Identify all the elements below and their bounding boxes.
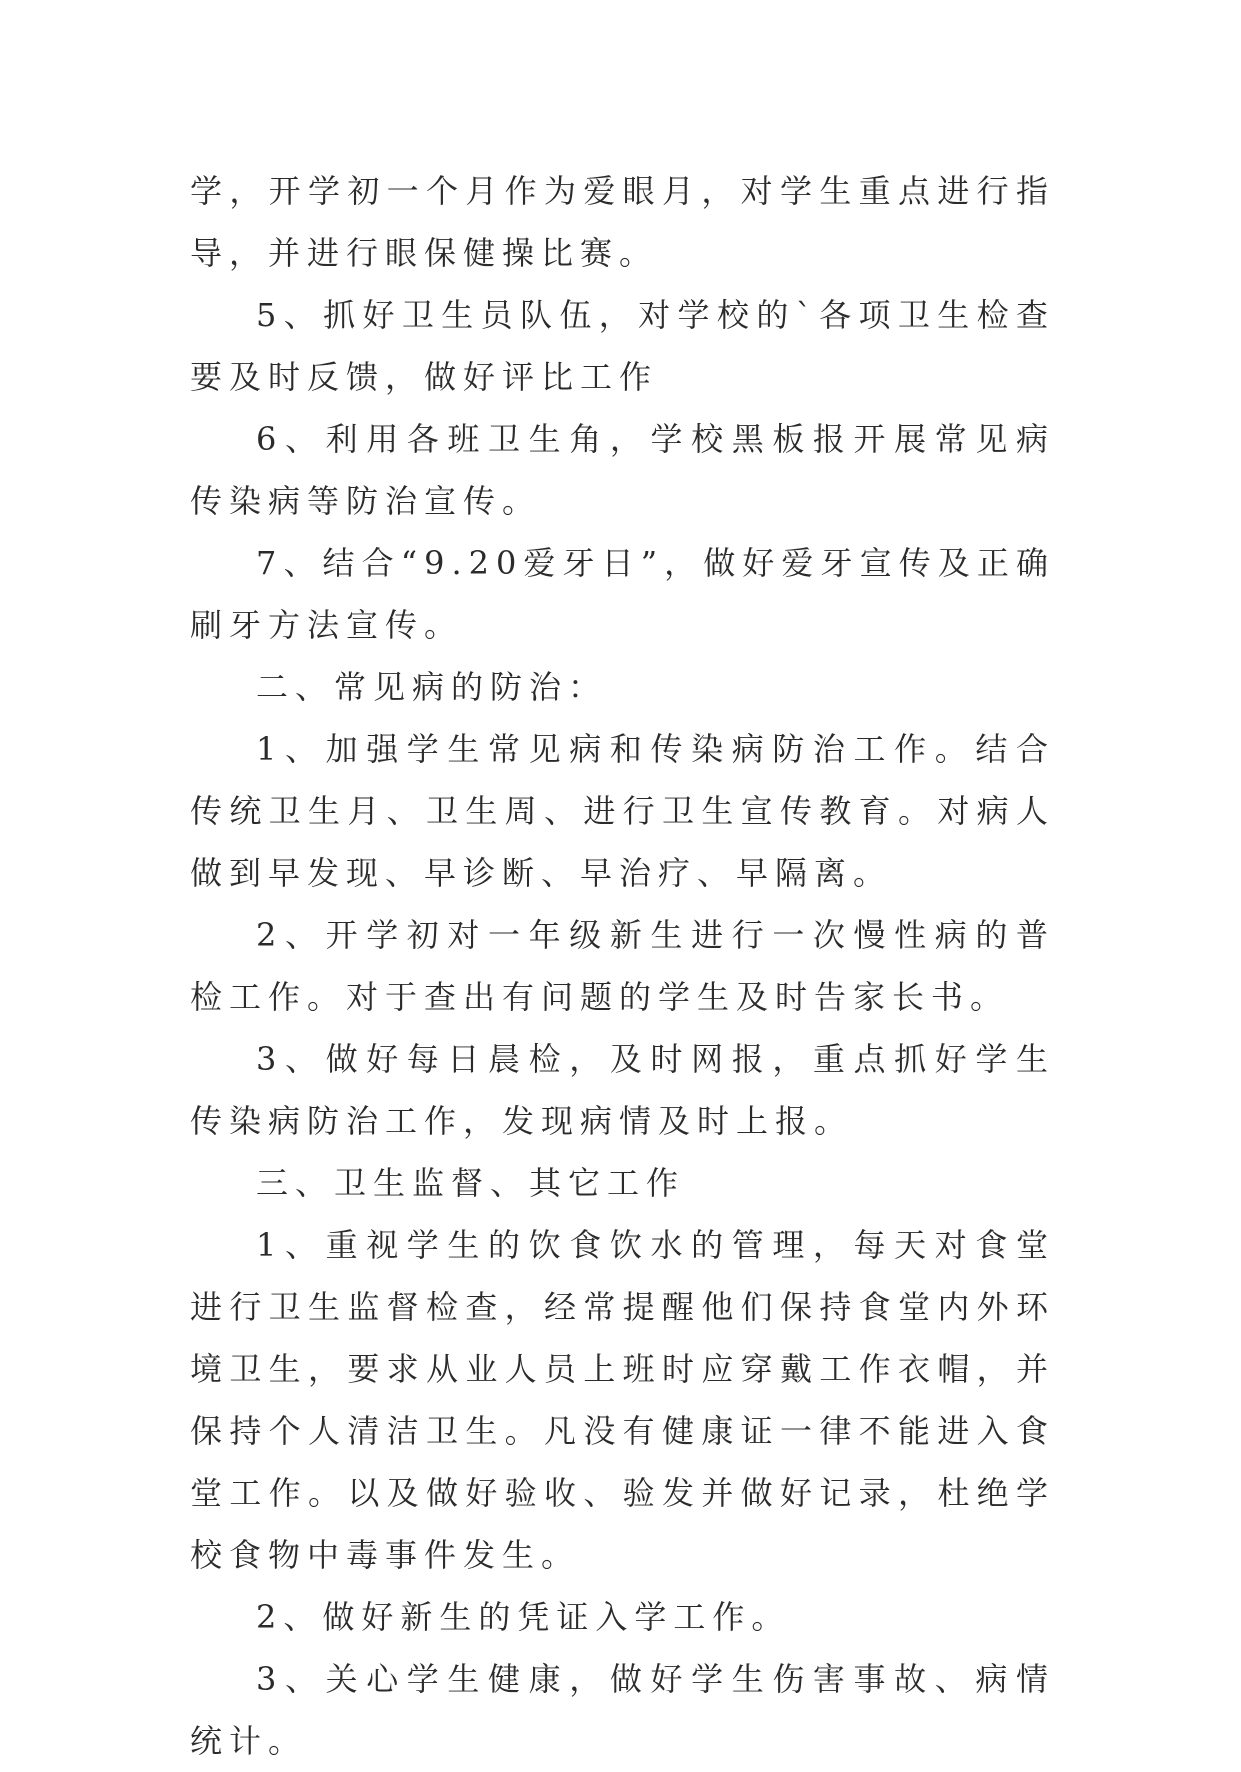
paragraph-s2-item-2: 2、开学初对一年级新生进行一次慢性病的普检工作。对于查出有问题的学生及时告家长书。 [190,916,1055,1016]
paragraph-item-7: 7、结合“9.20爱牙日”，做好爱牙宣传及正确刷牙方法宣传。 [190,544,1055,644]
document-body [190,160,1055,1772]
paragraph-s2-item-1: 1、加强学生常见病和传染病防治工作。结合传统卫生月、卫生周、进行卫生宣传教育。对病人做到早发现、早诊断、早治疗、早隔离。 [190,730,1055,892]
section-heading-3: 三、卫生监督、其它工作 [256,1164,686,1202]
section-heading-2: 二、常见病的防治： [256,668,608,706]
paragraph-item-6: 6、利用各班卫生角，学校黑板报开展常见病传染病等防治宣传。 [190,420,1055,520]
paragraph-s3-item-1: 1、重视学生的饮食饮水的管理，每天对食堂进行卫生监督检查，经常提醒他们保持食堂内外环境卫生，要求从业人员上班时应穿戴工作衣帽，并保持个人清洁卫生。凡没有健康证一律不能进入食堂工作。以及做好验收、验发并做好记录，杜绝学校食物中毒事件发生。 [190,1226,1055,1574]
paragraph-s3-item-3: 3、关心学生健康，做好学生伤害事故、病情统计。 [190,1660,1055,1760]
paragraph-continuation: 学，开学初一个月作为爱眼月，对学生重点进行指导，并进行眼保健操比赛。 [190,172,1055,272]
paragraph-s3-item-2: 2、做好新生的凭证入学工作。 [256,1598,791,1636]
paragraph-item-5: 5、抓好卫生员队伍，对学校的`各项卫生检查要及时反馈，做好评比工作 [190,296,1055,396]
paragraph-s2-item-3: 3、做好每日晨检，及时网报，重点抓好学生传染病防治工作，发现病情及时上报。 [190,1040,1055,1140]
